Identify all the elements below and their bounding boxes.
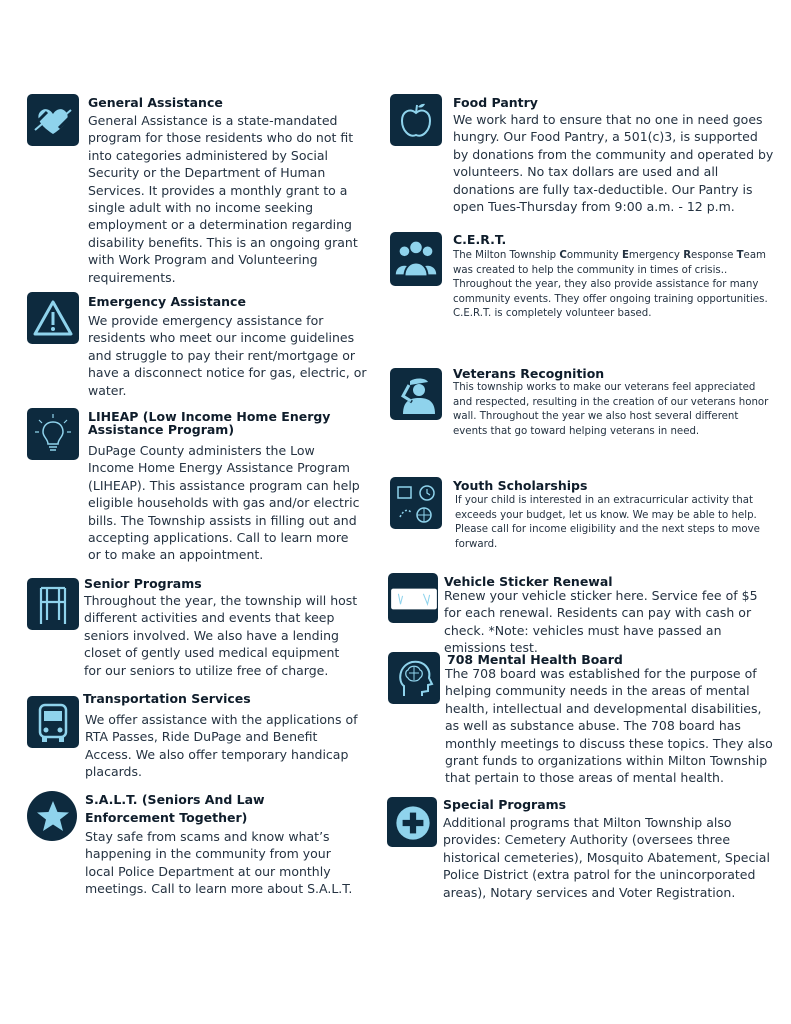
senior-programs-title: Senior Programs: [84, 576, 202, 591]
cert-body: The Milton Township Community Emergency Response Team was created to help the community in times of crisis.. Throughout the year, they also provide assistance for many community events. They offer ongoing training opportunities. C.E.R.T. is completely volunteer based.: [453, 250, 768, 320]
special-programs-title: Special Programs: [443, 797, 567, 812]
liheap-title: LIHEAP (Low Income Home Energy Assistance Program): [88, 409, 331, 437]
brain-head-icon: [388, 652, 440, 704]
general-assistance-title: General Assistance: [88, 95, 223, 110]
emergency-assistance-body: We provide emergency assistance for residents who meet our income guidelines and struggle to pay their rent/mortgage or have a disconnect notice for gas, electric, or water.: [88, 313, 367, 398]
transportation-body: We offer assistance with the applications of RTA Passes, Ride DuPage and Benefit Access. We also offer temporary handicap placards.: [85, 712, 358, 780]
salt-body: Stay safe from scams and know what’s happening in the community from your local Police Department at our monthly meetings. Call to learn more about S.A.L.T.: [85, 829, 353, 897]
general-assistance-body: General Assistance is a state-mandated program for those residents who do not fit into categories administered by Social Security or the Department of Human Services. It provides a monthly grant to a single adult with no income seeking employment or a determination regarding disability benefits. This is an ongoing grant with Work Program and Volunteering requirements.: [88, 113, 358, 285]
apple-icon: [390, 94, 442, 146]
youth-body: If your child is interested in an extracurricular activity that exceeds your budget, let us know. We may be able to help. Please call for income eligibility and the next steps to move forward.: [455, 495, 760, 550]
cert-title: C.E.R.T.: [453, 232, 507, 247]
veterans-body: This township works to make our veterans feel appreciated and respected, resulting in the creation of our veterans honor wall. Throughout the year we also host several different events that go toward helping veterans in need.: [453, 382, 769, 437]
transportation-title: Transportation Services: [83, 691, 251, 706]
special-programs-body: Additional programs that Milton Township also provides: Cemetery Authority (oversees three historical cemeteries), Mosquito Abatement, Special Police District (extra patrol for the unincorporated areas), Notary services and Voter Registration.: [443, 815, 770, 900]
emergency-assistance-title: Emergency Assistance: [88, 294, 246, 309]
star-badge-icon: [27, 791, 77, 841]
warning-triangle-icon: [27, 292, 79, 344]
vehicle-body: Renew your vehicle sticker here. Service fee of $5 for each renewal. Residents can pay with cash or check. *Note: vehicles must have passed an emissions test.: [444, 588, 758, 656]
walker-icon: [27, 578, 79, 630]
people-group-icon: [390, 232, 442, 286]
food-pantry-title: Food Pantry: [453, 95, 538, 110]
salt-title: S.A.L.T. (Seniors And Law Enforcement Together): [85, 792, 265, 825]
youth-title: Youth Scholarships: [453, 478, 588, 493]
senior-programs-body: Throughout the year, the township will host different activities and events that keep seniors involved. We also have a lending closet of gently used medical equipment for our seniors to utilize free of charge.: [84, 593, 358, 678]
mental-health-body: The 708 board was established for the purpose of helping community needs in the areas of mental health, intellectual and developmental disabilities, as well as substance abuse. The 708 board has monthly meetings to discuss these topics. They also grant funds to organizations within Milton Township that pertain to those areas of mental health.: [445, 666, 773, 786]
vehicle-sticker-icon: [388, 573, 438, 623]
lightbulb-icon: [27, 408, 79, 460]
bus-icon: [27, 696, 79, 748]
food-pantry-body: We work hard to ensure that no one in need goes hungry. Our Food Pantry, a 501(c)3, is supported by donations from the community and operated by volunteers. No tax dollars are used and all donations are fully tax-deductible. Our Pantry is open Tues-Thursday from 9:00 a.m. - 12 p.m.: [453, 112, 774, 215]
vehicle-title: Vehicle Sticker Renewal: [444, 574, 613, 589]
veterans-title: Veterans Recognition: [453, 366, 605, 381]
plus-circle-icon: [387, 797, 437, 847]
heart-hands-icon: [27, 94, 79, 146]
liheap-body: DuPage County administers the Low Income Home Energy Assistance Program (LIHEAP). This assistance program can help eligible households with gas and/or electric bills. The Township assists in filling out and accepting applications. Call to learn more or to make an appointment.: [88, 443, 360, 563]
saluting-soldier-icon: [390, 368, 442, 420]
mental-health-title: 708 Mental Health Board: [447, 652, 623, 667]
activities-icon: [390, 477, 442, 529]
